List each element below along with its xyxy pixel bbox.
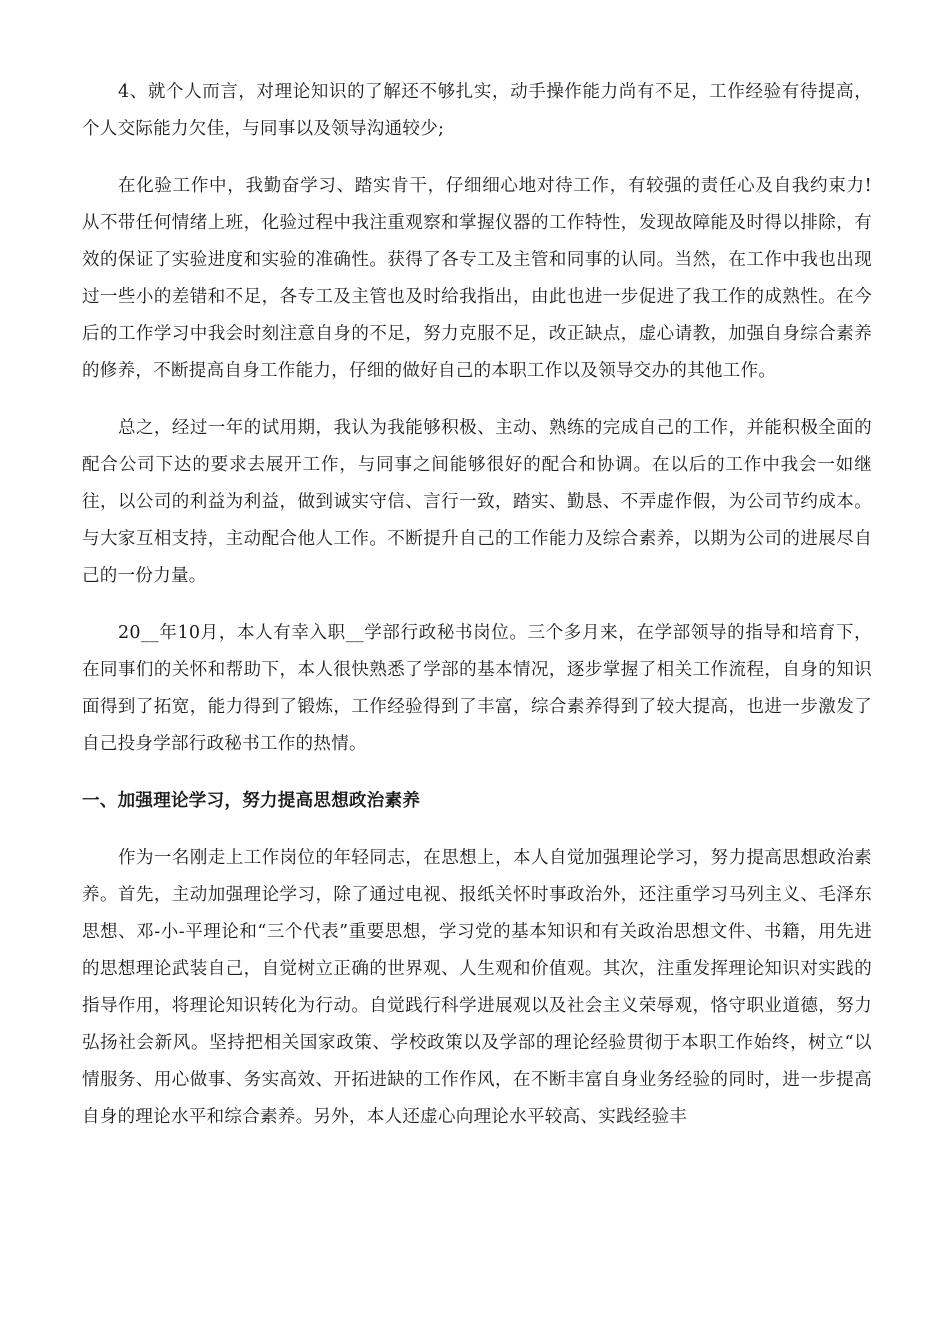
paragraph-summary: 总之，经过一年的试用期，我认为我能够积极、主动、熟练的完成自己的工作，并能积极全面的配合公司下达的要求去展开工作，与同事之间能够很好的配合和协调。在以后的工作中我会一如继往，以公司的利益为利益，做到诚实守信、言行一致，踏实、勤恳、不弄虚作假，为公司节约成本。与大家互相支持，主动配合他人工作。不断提升自己的工作能力及综合素养，以期为公司的进展尽自己的一份力量。	[82, 418, 872, 586]
document-page	[82, 74, 872, 1156]
section-heading-theory-study: 一、加强理论学习，努力提高思想政治素养	[82, 791, 421, 811]
paragraph-self-assessment: 4、就个人而言，对理论知识的了解还不够扎实，动手操作能力尚有不足，工作经验有待提高，个人交际能力欠佳，与同事以及领导沟通较少;	[82, 82, 872, 139]
paragraph-theory-study: 作为一名刚走上工作岗位的年轻同志，在思想上，本人自觉加强理论学习，努力提高思想政治素养。首先，主动加强理论学习，除了通过电视、报纸关怀时事政治外，还注重学习马列主义、毛泽东思想、邓-小-平理论和“三个代表”重要思想，学习党的基本知识和有关政治思想文件、书籍，用先进的思想理论武装自己，自觉树立正确的世界观、人生观和价值观。其次，注重发挥理论知识对实践的指导作用，将理论知识转化为行动。自觉践行科学进展观以及社会主义荣辱观，恪守职业道德，努力弘扬社会新风。坚持把相关国家政策、学校政策以及学部的理论经验贯彻于本职工作始终，树立“以情服务、用心做事、务实高效、开拓进缺的工作作风，在不断丰富自身业务经验的同时，进一步提高自身的理论水平和综合素养。另外，本人还虚心向理论水平较高、实践经验丰	[82, 848, 872, 1127]
paragraph-lab-work: 在化验工作中，我勤奋学习、踏实肯干，仔细细心地对待工作，有较强的责任心及自我约束力!从不带任何情绪上班，化验过程中我注重观察和掌握仪器的工作特性，发现故障能及时得以排除，有效的保证了实验进度和实验的准确性。获得了各专工及主管和同事的认同。当然，在工作中我也出现过一些小的差错和不足，各专工及主管也及时给我指出，由此也进一步促进了我工作的成熟性。在今后的工作学习中我会时刻注意自身的不足，努力克服不足，改正缺点，虚心请教，加强自身综合素养的修养，不断提高自身工作能力，仔细的做好自己的本职工作以及领导交办的其他工作。	[82, 176, 872, 381]
paragraph-secretary-intro: 20__年10月，本人有幸入职__学部行政秘书岗位。三个多月来，在学部领导的指导和培育下，在同事们的关怀和帮助下，本人很快熟悉了学部的基本情况，逐步掌握了相关工作流程，自身的知识面得到了拓宽，能力得到了锻炼，工作经验得到了丰富，综合素养得到了较大提高，也进一步激发了自己投身学部行政秘书工作的热情。	[82, 623, 872, 754]
